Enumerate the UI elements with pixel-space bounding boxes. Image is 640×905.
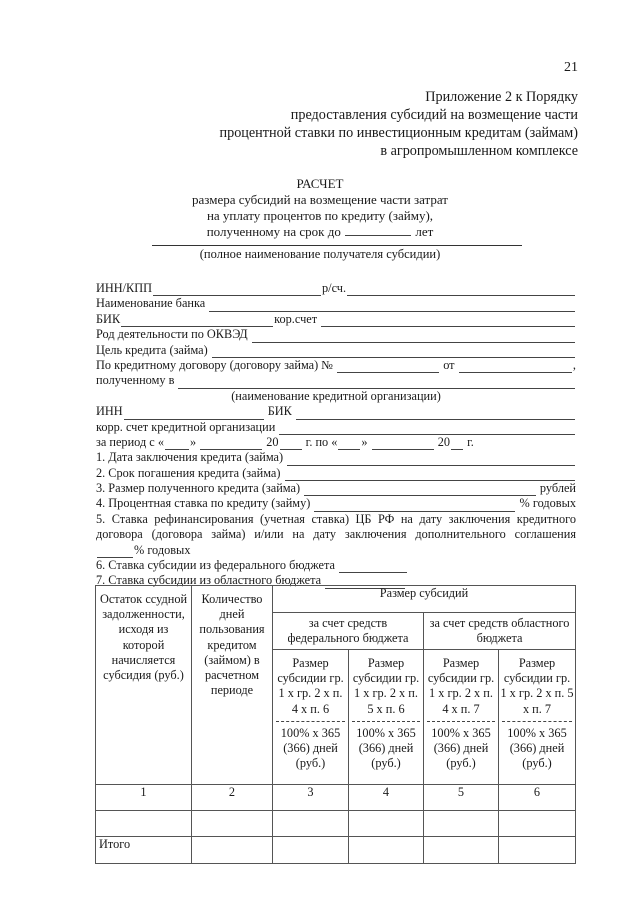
item4-blank[interactable] [314,500,515,512]
item6-row [96,558,576,573]
item5-blank[interactable] [97,546,133,558]
contract-row: По кредитному договору (договору займа) № от , [96,357,576,372]
item3-blank[interactable] [304,484,536,496]
header-formula-col3 [273,650,349,785]
table-cell[interactable] [96,811,192,837]
item4-unit: % годовых [519,496,576,511]
formula-numerator: Размер субсидии гр. 1 х гр. 2 х п. 5 х п. 7 [500,656,574,716]
inn-blank[interactable] [124,408,264,420]
recipient-name-blank[interactable] [152,245,522,246]
contract-number-blank[interactable] [337,361,439,373]
item5-row: 5. Ставка рефинансирования (учетная ставка) ЦБ РФ на дату заключения кредитного договора (договора займа) и/или на дату заключения дополнительного соглашения [96,511,576,542]
item6-blank[interactable] [339,561,407,573]
recipient-caption: (полное наименование получателя субсидии) [199,247,441,261]
purpose-blank[interactable] [212,346,575,358]
inn-kpp-row [96,281,576,296]
corr-account-label: кор.счет [274,311,318,326]
bik2-blank[interactable] [296,408,575,420]
bik2-label: БИК [267,404,292,419]
period-from-label: за период с « [96,434,164,449]
inn-label: ИНН [96,404,123,419]
okved-label: Род деятельности по ОКВЭД [96,327,248,342]
header-formula-col5 [424,650,499,785]
contract-label: По кредитному договору (договору займа) № [96,357,334,372]
period-row [96,435,576,450]
appendix-line: процентной ставки по инвестиционным кредитам (займам) [219,125,578,141]
total-row [96,837,576,864]
bik-label: БИК [96,311,121,326]
contract-date-blank[interactable] [459,361,572,373]
formula-denominator: 100% х 365 (366) дней (руб.) [356,725,416,771]
column-number: 3 [273,785,349,811]
calculation-term-line [0,224,640,240]
column-number-row [96,785,576,811]
page-number: 21 [564,60,578,75]
header-formula-col6 [499,650,576,785]
formula-denominator: 100% х 365 (366) дней (руб.) [431,725,491,771]
item7-label: 7. Ставка субсидии из областного бюджета [96,573,322,588]
account-blank[interactable] [347,284,575,296]
contract-from-label: от [443,357,455,372]
item4-label: 4. Процентная ставка по кредиту (займу) [96,496,311,511]
item3-row [96,481,576,496]
inn-row [96,404,576,419]
corr-account-blank[interactable] [321,315,575,327]
bank-name-label: Наименование банка [96,296,206,311]
fraction-divider [276,721,345,722]
column-number: 1 [96,785,192,811]
header-formula-col4 [349,650,424,785]
calculation-line: полученному на срок до [206,224,341,239]
item4-row [96,496,576,511]
table-cell[interactable] [424,811,499,837]
fraction-divider [502,721,572,722]
term-blank[interactable] [345,224,411,236]
appendix-line: в агропромышленном комплексе [380,143,578,159]
quote-close: » [361,434,368,449]
calculation-line: на уплату процентов по кредиту (займу), [206,208,434,223]
item5-rate-row [96,543,576,558]
credit-org-caption-row [96,389,576,404]
period-to-month-blank[interactable] [372,438,434,450]
item2-blank[interactable] [285,469,575,481]
purpose-row [96,343,576,358]
period-to-day-blank[interactable] [338,438,360,450]
received-in-label: полученному в [96,373,175,388]
formula-numerator: Размер субсидии гр. 1 х гр. 2 х п. 5 х п. 6 [352,656,420,716]
item1-row [96,450,576,465]
table-header-row [96,586,576,613]
item2-row [96,466,576,481]
year-prefix: 20 [266,434,279,449]
period-to-label: г. по « [305,434,338,449]
bik-row [96,312,576,327]
column-number: 5 [424,785,499,811]
column-number: 6 [499,785,576,811]
header-subsidy-size: Размер субсидий [273,586,576,613]
purpose-label: Цель кредита (займа) [96,342,208,357]
appendix-line: предоставления субсидий на возмещение части [290,107,578,123]
header-regional: за счет средств областного бюджета [424,613,576,650]
formula-denominator: 100% х 365 (366) дней (руб.) [507,725,567,771]
item5-unit: % годовых [134,542,191,557]
fraction-divider [427,721,495,722]
table-cell[interactable] [273,837,349,864]
period-to-year-blank[interactable] [451,438,463,450]
appendix-heading [220,88,578,160]
table-cell[interactable] [499,811,576,837]
bank-name-row [96,296,576,311]
header-col1: Остаток ссудной задолженности, исходя из которой начисляется субсидия (руб.) [96,586,192,785]
received-in-row [96,373,576,388]
item1-blank[interactable] [287,454,575,466]
inn-kpp-label: ИНН/КПП [96,280,153,295]
fraction-divider [352,721,420,722]
calculation-title: РАСЧЕТ [296,176,344,191]
quote-close: » [189,434,197,449]
year-prefix: 20 [437,434,451,449]
table-cell[interactable] [192,811,273,837]
subsidy-table [95,585,576,864]
table-cell[interactable] [499,837,576,864]
table-cell[interactable] [349,837,424,864]
header-federal: за счет средств федерального бюджета [273,613,424,650]
period-from-month-blank[interactable] [200,438,262,450]
bank-name-blank[interactable] [209,300,575,312]
item3-unit: рублей [539,481,576,496]
table-cell[interactable] [273,811,349,837]
calculation-line: размера субсидий на возмещение части затрат [192,192,448,207]
corr-account-org-row [96,420,576,435]
formula-denominator: 100% х 365 (366) дней (руб.) [280,725,341,771]
bik-blank[interactable] [121,315,273,327]
corr-account-org-blank[interactable] [279,423,575,435]
header-col2: Количество дней пользования кредитом (займом) в расчетном периоде [192,586,273,785]
item3-label: 3. Размер полученного кредита (займа) [96,481,301,496]
table-cell[interactable] [192,837,273,864]
term-suffix: лет [415,224,434,239]
okved-row [96,327,576,342]
item2-label: 2. Срок погашения кредита (займа) [96,465,281,480]
formula-numerator: Размер субсидии гр. 1 х гр. 2 х п. 4 х п. 7 [427,656,495,716]
appendix-line: Приложение 2 к Порядку [425,89,578,105]
total-label: Итого [96,837,192,864]
inn-kpp-blank[interactable] [153,284,321,296]
credit-org-blank[interactable] [178,377,575,389]
table-cell[interactable] [424,837,499,864]
item6-label: 6. Ставка субсидии из федерального бюджета [96,558,336,573]
formula-numerator: Размер субсидии гр. 1 х гр. 2 х п. 4 х п. 6 [277,656,344,716]
form-fields [96,281,576,589]
table-cell[interactable] [349,811,424,837]
item1-label: 1. Дата заключения кредита (займа) [96,450,284,465]
corr-account-org-label: корр. счет кредитной организации [96,419,276,434]
table-row [96,811,576,837]
year-suffix: г. [467,434,474,449]
column-number: 4 [349,785,424,811]
column-number: 2 [192,785,273,811]
credit-org-caption: (наименование кредитной организации) [231,388,441,403]
calculation-heading [0,176,640,240]
period-from-year-blank[interactable] [280,438,302,450]
okved-blank[interactable] [252,331,575,343]
period-from-day-blank[interactable] [165,438,189,450]
account-label: р/сч. [322,280,347,295]
